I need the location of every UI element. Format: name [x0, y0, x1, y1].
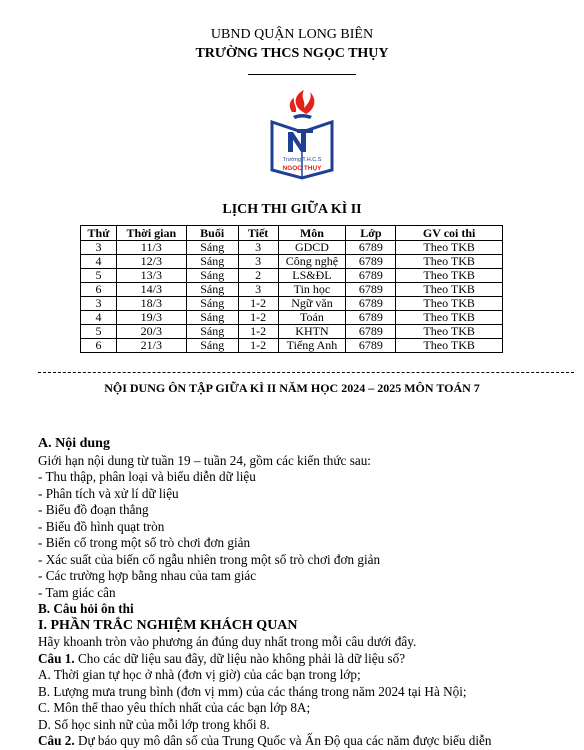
table-cell: Theo TKB — [396, 325, 503, 339]
school-logo — [266, 86, 338, 190]
table-cell: Theo TKB — [396, 269, 503, 283]
topic-item: - Biểu đồ đoạn thẳng — [38, 502, 149, 517]
answer-option: D. Số học sinh nữ của mỗi lớp trong khối 8. — [38, 716, 270, 732]
table-row — [81, 241, 503, 255]
answer-option: C. Môn thể thao yêu thích nhất của các bạn lớp 8A; — [38, 700, 311, 715]
table-cell: Theo TKB — [396, 311, 503, 325]
table-cell: 18/3 — [116, 297, 186, 311]
table-cell: 13/3 — [116, 269, 186, 283]
table-cell: 4 — [81, 255, 117, 269]
table-cell: 21/3 — [116, 339, 186, 353]
header-divider — [248, 74, 356, 75]
table-cell: Theo TKB — [396, 283, 503, 297]
table-cell: Toán — [278, 311, 346, 325]
content-intro: Giới hạn nội dung từ tuần 19 – tuần 24, gồm các kiến thức sau: — [38, 452, 371, 468]
table-cell: Theo TKB — [396, 339, 503, 353]
answer-option: A. Thời gian tự học ở nhà (đơn vị giờ) của các bạn trong lớp; — [38, 667, 361, 682]
section-b-heading: B. Câu hỏi ôn thi — [38, 601, 134, 616]
col-header: Thứ — [81, 226, 117, 241]
table-cell: Sáng — [186, 269, 238, 283]
table-cell: 11/3 — [116, 241, 186, 255]
col-header: Tiết — [238, 226, 278, 241]
table-row — [81, 339, 503, 353]
table-cell: 3 — [238, 283, 278, 297]
table-cell: 6789 — [346, 325, 396, 339]
table-cell: Ngữ văn — [278, 297, 346, 311]
section-divider — [38, 372, 574, 373]
table-cell: 3 — [81, 297, 117, 311]
table-cell: 5 — [81, 325, 117, 339]
table-cell: Theo TKB — [396, 297, 503, 311]
table-cell: 6789 — [346, 241, 396, 255]
table-cell: 1-2 — [238, 311, 278, 325]
table-cell: KHTN — [278, 325, 346, 339]
table-row — [81, 297, 503, 311]
col-header: Thời gian — [116, 226, 186, 241]
exam-schedule-table — [80, 225, 503, 353]
table-cell: 12/3 — [116, 255, 186, 269]
table-cell: 6789 — [346, 339, 396, 353]
table-cell: Sáng — [186, 241, 238, 255]
table-cell: 19/3 — [116, 311, 186, 325]
table-cell: Công nghệ — [278, 255, 346, 269]
table-row — [81, 311, 503, 325]
table-cell: 1-2 — [238, 339, 278, 353]
logo-text-line1: Trường T.H.C.S — [282, 157, 322, 163]
table-cell: 6789 — [346, 297, 396, 311]
topic-item: - Biến cố trong một số trò chơi đơn giản — [38, 535, 251, 550]
schedule-title: LỊCH THI GIỮA KÌ II — [222, 202, 362, 217]
torch-flame-icon — [290, 90, 315, 119]
table-cell: Tiếng Anh — [278, 339, 346, 353]
table-cell: Sáng — [186, 325, 238, 339]
table-cell: Sáng — [186, 297, 238, 311]
section-a-heading: A. Nội dung — [38, 436, 110, 451]
part1-heading: I. PHẦN TRẮC NGHIỆM KHÁCH QUAN — [38, 617, 298, 633]
question-text: Dự báo quy mô dân số của Trung Quốc và Ấn Độ qua các năm được biểu diễn — [74, 733, 492, 748]
school-name: TRƯỜNG THCS NGỌC THỤY — [195, 46, 389, 61]
table-cell: 3 — [238, 241, 278, 255]
table-header-row — [81, 226, 503, 241]
table-cell: 6789 — [346, 255, 396, 269]
table-cell: 20/3 — [116, 325, 186, 339]
table-cell: 3 — [81, 241, 117, 255]
table-cell: GDCD — [278, 241, 346, 255]
table-cell: 14/3 — [116, 283, 186, 297]
table-cell: Theo TKB — [396, 241, 503, 255]
table-cell: Sáng — [186, 311, 238, 325]
table-cell: 4 — [81, 311, 117, 325]
table-cell: Tin học — [278, 283, 346, 297]
table-cell: Sáng — [186, 339, 238, 353]
table-cell: 1-2 — [238, 325, 278, 339]
table-cell: 5 — [81, 269, 117, 283]
table-cell: Sáng — [186, 283, 238, 297]
table-row — [81, 325, 503, 339]
col-header: Môn — [278, 226, 346, 241]
table-cell: 2 — [238, 269, 278, 283]
review-title: NỘI DUNG ÔN TẬP GIỮA KÌ II NĂM HỌC 2024 – 2025 MÔN TOÁN 7 — [104, 381, 480, 395]
question-label: Câu 2. — [38, 733, 75, 748]
table-row — [81, 269, 503, 283]
instruction-text: Hãy khoanh tròn vào phương án đúng duy nhất trong mỗi câu dưới đây. — [38, 634, 417, 649]
table-row — [81, 283, 503, 297]
topic-item: - Tam giác cân — [38, 584, 116, 600]
logo-text-line2: NGỌC THỤY — [282, 165, 322, 172]
table-cell: 6 — [81, 283, 117, 297]
topic-item: - Xác suất của biến cố ngẫu nhiên trong một số trò chơi đơn giản — [38, 551, 381, 567]
table-cell: 6789 — [346, 311, 396, 325]
col-header: Buổi — [186, 226, 238, 241]
table-cell: Theo TKB — [396, 255, 503, 269]
question-text: Cho các dữ liệu sau đây, dữ liệu nào không phải là dữ liệu số? — [74, 650, 406, 666]
table-cell: 6 — [81, 339, 117, 353]
topic-item: - Phân tích và xử lí dữ liệu — [38, 485, 179, 501]
table-cell: 6789 — [346, 269, 396, 283]
review-content — [38, 436, 574, 750]
question-2 — [38, 733, 574, 750]
col-header: GV coi thi — [396, 226, 503, 241]
topic-item: - Các trường hợp bằng nhau của tam giác — [38, 568, 257, 583]
district-name: UBND QUẬN LONG BIÊN — [210, 27, 374, 42]
table-cell: LS&ĐL — [278, 269, 346, 283]
topic-item: - Biểu đồ hình quạt tròn — [38, 518, 165, 534]
topic-item: - Thu thập, phân loại và biểu diễn dữ liệu — [38, 469, 256, 484]
table-row — [81, 255, 503, 269]
question-1 — [38, 651, 574, 668]
table-cell: 3 — [238, 255, 278, 269]
table-cell: Sáng — [186, 255, 238, 269]
table-cell: 6789 — [346, 283, 396, 297]
table-cell: 1-2 — [238, 297, 278, 311]
answer-option: B. Lượng mưa trung bình (đơn vị mm) của các tháng trong năm 2024 tại Hà Nội; — [38, 683, 467, 699]
col-header: Lớp — [346, 226, 396, 241]
question-label: Câu 1. — [38, 650, 75, 666]
